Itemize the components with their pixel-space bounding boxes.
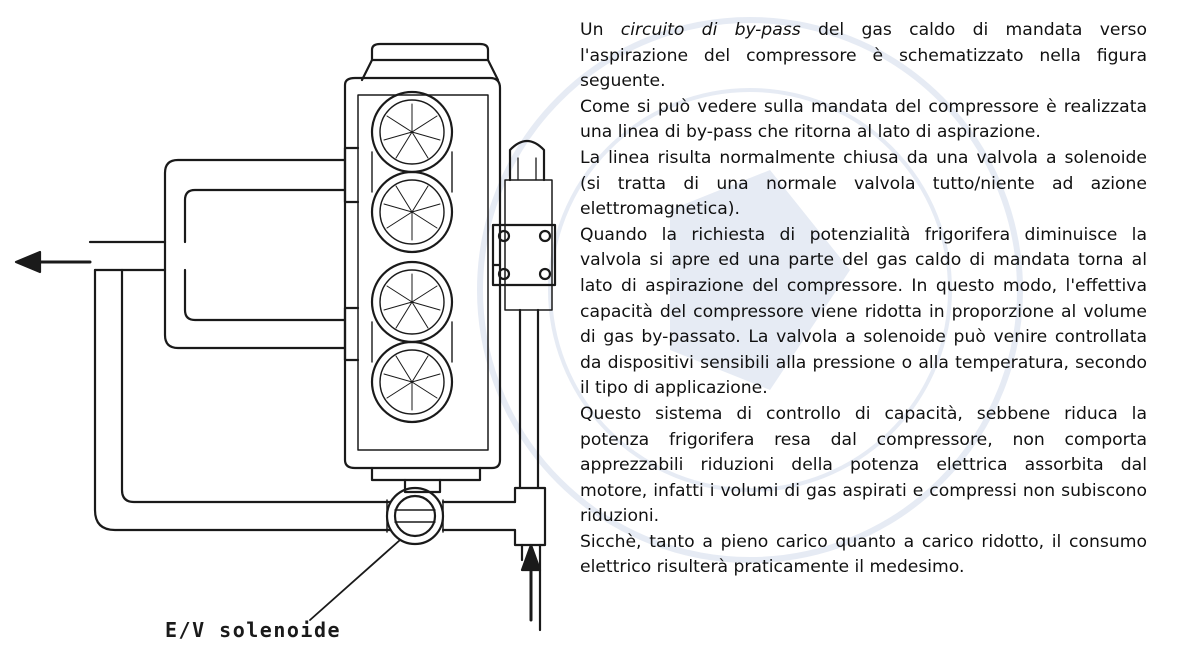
paragraph-5 <box>580 402 1147 530</box>
paragraph-5-text: Questo sistema di controllo di capacità, sebbene riduca la potenza frigorifera resa dal compressore, non comporta apprezzabili riduzioni della potenza elettrica assorbita dal motore, infatti i volumi di gas aspirati e compressi non subiscono riduzioni. <box>580 403 1147 527</box>
paragraph-4-text: Quando la richiesta di potenzialità frigorifera diminuisce la valvola si apre ed una parte del gas caldo di mandata torna al lato di aspirazione del compressore. In questo modo, l'effettiva capacità del compressore viene ridotta in proporzione al volume di gas by-passato. La valvola a solenoide può venire controllata da dispositivi sensibili alla pressione o alla temperatura, secondo il tipo di applicazione. <box>580 224 1147 399</box>
paragraph-3 <box>580 146 1147 223</box>
solenoid-valve-label: E/V solenoide <box>165 618 342 642</box>
bypass-circuit-diagram <box>0 40 570 660</box>
paragraph-1-pre: Un <box>580 20 621 40</box>
paragraph-6-text: Sicchè, tanto a pieno carico quanto a carico ridotto, il consumo elettrico risulterà praticamente il medesimo. <box>580 531 1147 578</box>
paragraph-3-text: La linea risulta normalmente chiusa da una valvola a solenoide (si tratta di una normale valvola tutto/niente ad azione elettromagnetica). <box>580 147 1147 220</box>
paragraph-2-text: Come si può vedere sulla mandata del compressore è realizzata una linea di by-pass che ritorna al lato di aspirazione. <box>580 96 1147 143</box>
paragraph-4 <box>580 223 1147 402</box>
paragraph-1-em: circuito di by-pass <box>620 20 801 40</box>
explanatory-text <box>580 18 1147 581</box>
paragraph-1-post: del gas caldo di mandata verso l'aspirazione del compressore è schematizzato nella figura seguente. <box>580 20 1147 92</box>
paragraph-1 <box>580 18 1147 95</box>
paragraph-2 <box>580 95 1147 146</box>
paragraph-6 <box>580 530 1147 581</box>
